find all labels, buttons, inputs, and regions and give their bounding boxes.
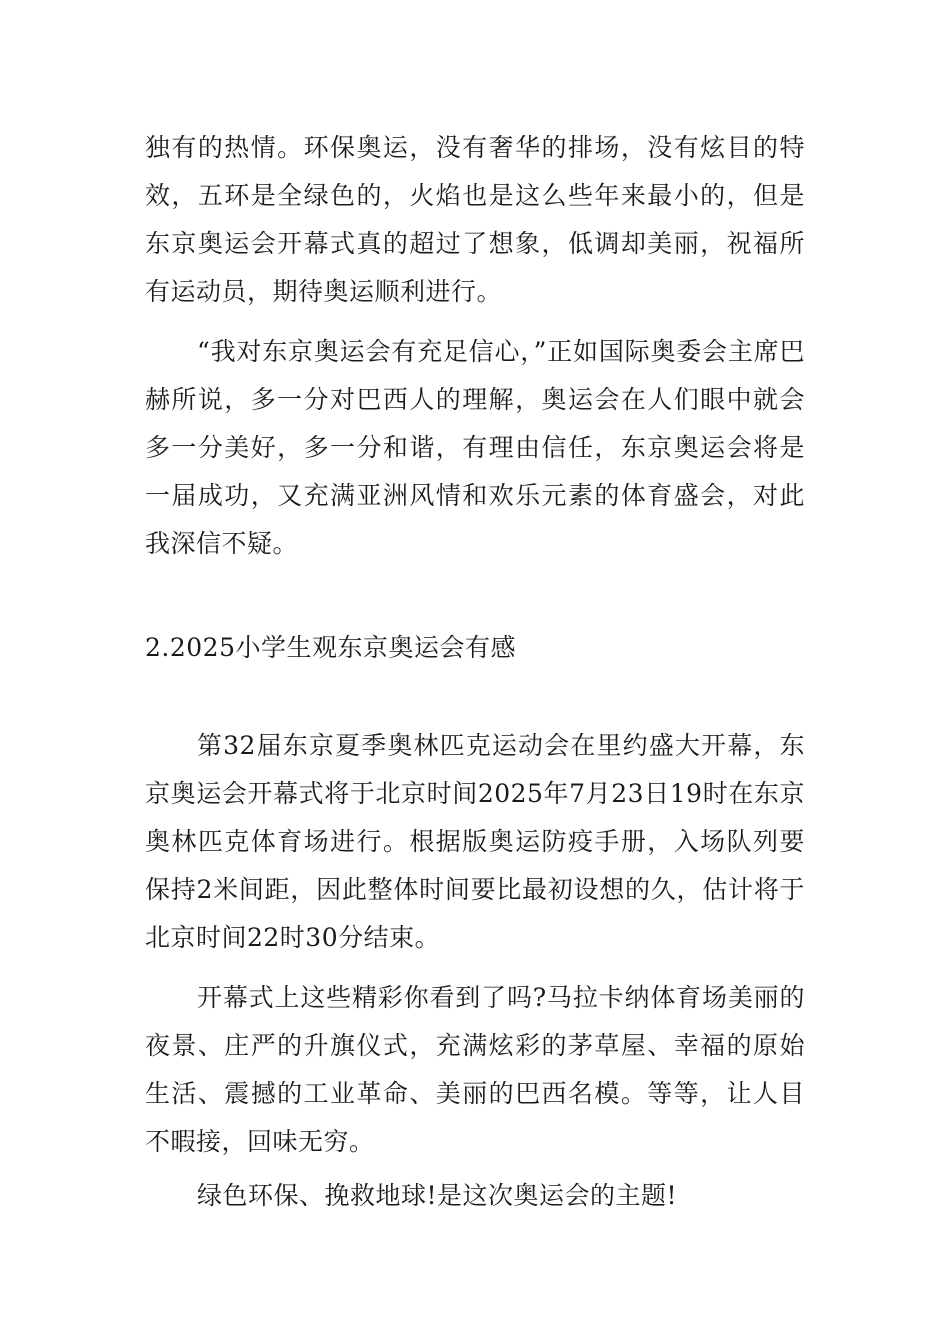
paragraph-continuation: 独有的热情。环保奥运，没有奢华的排场，没有炫目的特效，五环是全绿色的，火焰也是这么些年来最小的，但是东京奥运会开幕式真的超过了想象，低调却美丽，祝福所有运动员，期待奥运顺利进行。 xyxy=(145,133,805,306)
paragraph-ceremony-highlights: 开幕式上这些精彩你看到了吗?马拉卡纳体育场美丽的夜景、庄严的升旗仪式，充满炫彩的茅草屋、幸福的原始生活、震撼的工业革命、美丽的巴西名模。等等，让人目不暇接，回味无穷。 xyxy=(145,983,805,1156)
paragraph-confidence-quote: “我对东京奥运会有充足信心，”正如国际奥委会主席巴 赫所说，多一分对巴西人的理解，奥运会在人们眼中就会多一分美好，多一分和谐，有理由信任，东京奥运会将是一届成功，又充满亚洲风情和欢乐元素的体育盛会，对此我深信不疑。 xyxy=(145,337,805,558)
paragraph-opening-schedule: 第32届东京夏季奥林匹克运动会在里约盛大开幕，东京奥运会开幕式将于北京时间2025年7月23日19时在东京奥林匹克体育场进行。根据版奥运防疫手册，入场队列要保持2米间距，因此整体时间要比最初设想的久，估计将于北京时间22时30分结束。 xyxy=(145,731,805,952)
paragraph-theme: 绿色环保、挽救地球!是这次奥运会的主题! xyxy=(197,1181,678,1210)
section-heading: 2.2025小学生观东京奥运会有感 xyxy=(145,633,516,662)
